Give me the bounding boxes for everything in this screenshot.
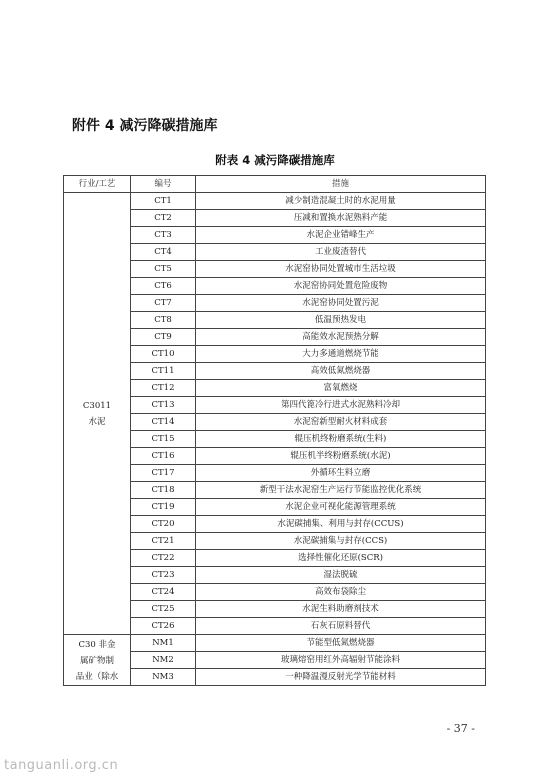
measure-description: 高效布袋除尘 bbox=[196, 584, 486, 601]
header-measure: 措施 bbox=[196, 176, 486, 193]
measure-code: CT5 bbox=[131, 261, 196, 278]
measure-description: 高效低氮燃烧器 bbox=[196, 363, 486, 380]
measure-code: CT3 bbox=[131, 227, 196, 244]
table-row bbox=[64, 193, 486, 210]
measure-code: CT15 bbox=[131, 431, 196, 448]
measure-code: CT9 bbox=[131, 329, 196, 346]
measure-code: CT26 bbox=[131, 618, 196, 635]
measure-description: 水泥企业错峰生产 bbox=[196, 227, 486, 244]
measure-code: CT17 bbox=[131, 465, 196, 482]
industry-line: 水泥 bbox=[88, 416, 106, 427]
measure-description: 玻璃熔窑用红外高辐射节能涂料 bbox=[196, 652, 486, 669]
industry-line: 属矿物制 bbox=[79, 656, 114, 666]
table-row bbox=[64, 635, 486, 652]
measure-code: CT14 bbox=[131, 414, 196, 431]
measure-code: CT22 bbox=[131, 550, 196, 567]
measure-code: CT6 bbox=[131, 278, 196, 295]
measure-description: 第四代篦冷行进式水泥熟料冷却 bbox=[196, 397, 486, 414]
measure-description: 水泥窑协同处置污泥 bbox=[196, 295, 486, 312]
measure-description: 外循环生料立磨 bbox=[196, 465, 486, 482]
measure-description: 辊压机半终粉磨系统(水泥) bbox=[196, 448, 486, 465]
measure-description: 石灰石原料替代 bbox=[196, 618, 486, 635]
measure-code: CT1 bbox=[131, 193, 196, 210]
measure-code: CT20 bbox=[131, 516, 196, 533]
measures-table bbox=[63, 175, 486, 686]
measure-code: CT10 bbox=[131, 346, 196, 363]
measure-description: 减少制造混凝土时的水泥用量 bbox=[196, 193, 486, 210]
measure-description: 节能型低氮燃烧器 bbox=[196, 635, 486, 652]
measure-description: 水泥窑新型耐火材料成套 bbox=[196, 414, 486, 431]
measure-code: NM2 bbox=[131, 652, 196, 669]
measure-description: 低温预热发电 bbox=[196, 312, 486, 329]
measure-description: 工业废渣替代 bbox=[196, 244, 486, 261]
measure-code: CT19 bbox=[131, 499, 196, 516]
measure-code: CT8 bbox=[131, 312, 196, 329]
measure-description: 水泥窑协同处置城市生活垃圾 bbox=[196, 261, 486, 278]
measure-description: 水泥窑协同处置危险废物 bbox=[196, 278, 486, 295]
table-header-row bbox=[64, 176, 486, 193]
industry-line: 品业（除水 bbox=[75, 672, 119, 682]
measure-description: 压减和置换水泥熟料产能 bbox=[196, 210, 486, 227]
header-code: 编号 bbox=[131, 176, 196, 193]
page-number: - 37 - bbox=[446, 722, 475, 735]
measure-code: NM1 bbox=[131, 635, 196, 652]
site-watermark: tanguanli.org.cn bbox=[4, 758, 119, 773]
table-caption: 附表 4 减污降碳措施库 bbox=[215, 153, 335, 167]
industry-line: C30 非金 bbox=[78, 640, 116, 650]
measure-description: 水泥生料助磨剂技术 bbox=[196, 601, 486, 618]
measure-description: 湿法脱硫 bbox=[196, 567, 486, 584]
measure-code: CT13 bbox=[131, 397, 196, 414]
measure-code: CT12 bbox=[131, 380, 196, 397]
measure-description: 新型干法水泥窑生产运行节能监控优化系统 bbox=[196, 482, 486, 499]
measure-code: CT2 bbox=[131, 210, 196, 227]
measure-code: CT23 bbox=[131, 567, 196, 584]
appendix-heading: 附件 4 减污降碳措施库 bbox=[72, 118, 218, 134]
measure-description: 辊压机终粉磨系统(生料) bbox=[196, 431, 486, 448]
measure-code: CT24 bbox=[131, 584, 196, 601]
measure-code: CT18 bbox=[131, 482, 196, 499]
measure-description: 水泥企业可视化能源管理系统 bbox=[196, 499, 486, 516]
measure-description: 一种降温漫反射光学节能材料 bbox=[196, 669, 486, 686]
measure-description: 选择性催化还原(SCR) bbox=[196, 550, 486, 567]
measure-code: CT16 bbox=[131, 448, 196, 465]
industry-cell bbox=[64, 193, 131, 635]
measure-description: 富氧燃烧 bbox=[196, 380, 486, 397]
measure-code: CT25 bbox=[131, 601, 196, 618]
measure-description: 高能效水泥预热分解 bbox=[196, 329, 486, 346]
header-industry: 行业/工艺 bbox=[64, 176, 131, 193]
measure-code: NM3 bbox=[131, 669, 196, 686]
measure-description: 水泥碳捕集、利用与封存(CCUS) bbox=[196, 516, 486, 533]
measure-code: CT7 bbox=[131, 295, 196, 312]
measure-code: CT4 bbox=[131, 244, 196, 261]
industry-line: C3011 bbox=[82, 400, 112, 411]
measure-code: CT11 bbox=[131, 363, 196, 380]
industry-cell bbox=[64, 635, 131, 686]
measure-description: 水泥碳捕集与封存(CCS) bbox=[196, 533, 486, 550]
table-body bbox=[64, 193, 486, 686]
measure-description: 大力多通道燃烧节能 bbox=[196, 346, 486, 363]
measure-code: CT21 bbox=[131, 533, 196, 550]
